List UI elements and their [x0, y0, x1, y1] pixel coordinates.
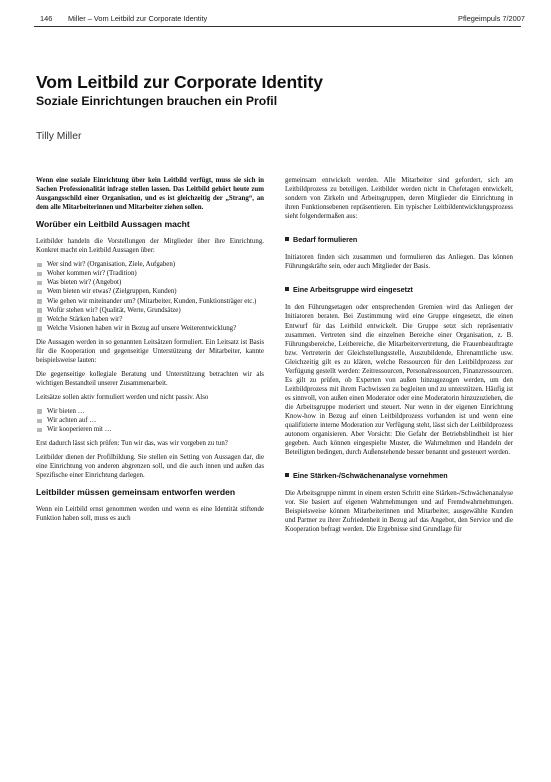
- heading-aussagen: Worüber ein Leitbild Aussagen macht: [36, 219, 190, 230]
- list-item: Was bieten wir? (Angebot): [36, 278, 264, 287]
- running-header: [26, 14, 525, 26]
- bullet-box-icon: [37, 409, 42, 414]
- list-item: Wofür stehen wir? (Qualität, Werte, Grundsätze): [36, 306, 264, 315]
- heading-staerken: Eine Stärken-/Schwächenanalyse vornehmen: [285, 471, 513, 480]
- square-bullet-icon: [285, 473, 289, 477]
- list-item: Wie gehen wir miteinander um? (Mitarbeiter, Kunden, Funktionsträger etc.): [36, 297, 264, 306]
- list-item: Welche Visionen haben wir in Bezug auf unsere Weiterentwicklung?: [36, 324, 264, 333]
- bullet-box-icon: [37, 317, 42, 322]
- right-column: [285, 176, 513, 540]
- bullet-box-icon: [37, 272, 42, 277]
- square-bullet-icon: [285, 287, 289, 291]
- journal-issue: Pflegeimpuls 7/2007: [458, 14, 525, 23]
- lead-paragraph: Wenn eine soziale Einrichtung über kein Leitbild verfügt, muss sie sich in Sachen Professionalität infrage stellen lassen. Das Leitbild gehört heute zum Ausgangsschild einer Organisation, und es ist gleichzeitig der „Strang“, an dem alle Mitarbeiterinnen und Mitarbeiter ziehen sollen.: [36, 177, 264, 212]
- heading-gemeinsam: Leitbilder müssen gemeinsam entworfen werden: [36, 487, 236, 498]
- paragraph: gemeinsam entwickelt werden. Alle Mitarbeiter sind gefordert, sich am Leitbildprozess zu beteiligen. Leitbilder werden nicht in Chefetagen entwickelt, sondern von Zirkeln und Arbeitsgruppen, deren Mitglieder die Einrichtung in ihren Funktionsebenen repräsentieren. Ein typischer Leitbildentwicklungsprozess sieht folgendermaßen aus:: [285, 177, 513, 221]
- square-bullet-icon: [285, 237, 289, 241]
- article-subtitle: Soziale Einrichtungen brauchen ein Profil: [36, 94, 278, 108]
- paragraph: Leitbilder handeln die Vorstellungen der Mitglieder über ihre Einrichtung. Konkret macht ein Leitbild Aussagen über:: [36, 238, 264, 255]
- article-title: Vom Leitbild zur Corporate Identity: [36, 72, 323, 92]
- list-item: Wir achten auf …: [36, 416, 264, 425]
- bullet-box-icon: [37, 281, 42, 286]
- bullet-box-icon: [37, 428, 42, 433]
- bullet-box-icon: [37, 290, 42, 295]
- article-author: Tilly Miller: [36, 131, 82, 142]
- list-item: Wer sind wir? (Organisation, Ziele, Aufgaben): [36, 260, 264, 269]
- paragraph: In den Führungsetagen oder entsprechenden Gremien wird das Anliegen der Initiatoren beraten. Bei Zustimmung wird eine Gruppe eingesetzt, die einen Entwurf für das Leitbild entwickelt. Die Gruppe setzt sich repräsentativ zusammen. Vertreten sind die einzelnen Bereiche einer Organisation, z. B. Führungsbereiche, Leitbereiche, die Mitarbeitervertretung, die Frauenbeauftragte bzw. Vertreterin der Gleichstellungsstelle, Auszubildende, Ehrenamtliche usw. Gleichzeitig gilt es zu klären, welche Ressourcen für den Leitbildprozess zur Verfügung gestellt werden: Zeitressourcen, Personalressourcen, Finanzressourcen. Es gilt zu prüfen, ob Experten von außen hinzugezogen werden, um den Leitbildprozess mit ihrem Fachwissen zu begleiten und zu unterstützen. Häufig ist es sinnvoll, von außen einen Moderator oder eine Moderatorin hinzuzuziehen, die die Arbeitsgruppe moderiert und steuert. Nur wenn in der eigenen Einrichtung Know-how in Bezug auf einen Leitbildprozess vorhanden ist und wenn eine qualifizierte interne Moderation zur Verfügung steht, lässt sich der Leitbildprozess autonom organisieren. Aber Vorsicht: Die Gefahr der Betriebsblindheit ist hier gegeben. Auch können eingespielte Muster, die Wahrnehmen und Handeln der Beteiligten bedingen, durch Außenstehende besser benannt und gesteuert werden.: [285, 304, 513, 457]
- paragraph: Erst dadurch lässt sich prüfen: Tun wir das, was wir vorgeben zu tun?: [36, 440, 228, 448]
- phrase-list: [36, 407, 264, 434]
- page-number: 146: [40, 14, 53, 23]
- paragraph: Die Aussagen werden in so genannten Leitsätzen formuliert. Ein Leitsatz ist Basis für die Kooperation und gegenseitige Unterstützung der Mitarbeiter, kannte beispielsweise lauten:: [36, 338, 264, 364]
- question-list: [36, 260, 264, 332]
- bullet-box-icon: [37, 263, 42, 268]
- paragraph: Die Arbeitsgruppe nimmt in einem ersten Schritt eine Stärken-/Schwächenanalyse vor. Sie basiert auf eigenen Wahrnehmungen und auf Fremdwahrnehmungen. Beispielsweise können Mitarbeiterinnen und Mitarbeiter, ausgewählte Kunden und Partner zu ihrer Zufriedenheit in Bezug auf das Angebot, den Service und die Kooperation befragt werden. Die Ergebnisse sind Grundlage für: [285, 490, 513, 534]
- bullet-box-icon: [37, 419, 42, 424]
- running-title: Miller – Vom Leitbild zur Corporate Identity: [68, 14, 208, 23]
- list-item: Welche Stärken haben wir?: [36, 315, 264, 324]
- heading-bedarf: Bedarf formulieren: [285, 235, 513, 244]
- list-item: Woher kommen wir? (Tradition): [36, 269, 264, 278]
- left-column: [36, 176, 264, 528]
- paragraph: Leitbilder dienen der Profilbildung. Sie stellen ein Setting von Aussagen dar, die eine Einrichtung von anderen abgrenzen soll, und die auch innen und außen das Spezifische einer Einrichtung darlegen.: [36, 454, 264, 480]
- list-item: Wem bieten wir etwas? (Zielgruppen, Kunden): [36, 287, 264, 296]
- example-quote: Die gegenseitige kollegiale Beratung und Unterstützung betrachten wir als wichtigen Bestandteil unserer Zusammenarbeit.: [36, 370, 264, 387]
- heading-arbeitsgruppe: Eine Arbeitsgruppe wird eingesetzt: [285, 285, 513, 294]
- list-item: Wir kooperieren mit …: [36, 425, 264, 434]
- header-rule: [34, 26, 521, 27]
- bullet-box-icon: [37, 299, 42, 304]
- paragraph: Wenn ein Leitbild ernst genommen werden und wenn es eine Identität stiftende Funktion haben soll, muss es auch: [36, 506, 264, 523]
- paragraph: Initiatoren finden sich zusammen und formulieren das Anliegen. Das können Führungskräfte sein, oder auch Mitglieder der Basis.: [285, 254, 513, 271]
- list-item: Wir bieten …: [36, 407, 264, 416]
- bullet-box-icon: [37, 326, 42, 331]
- paragraph: Leitsätze sollen aktiv formuliert werden und nicht passiv. Also: [36, 393, 209, 401]
- bullet-box-icon: [37, 308, 42, 313]
